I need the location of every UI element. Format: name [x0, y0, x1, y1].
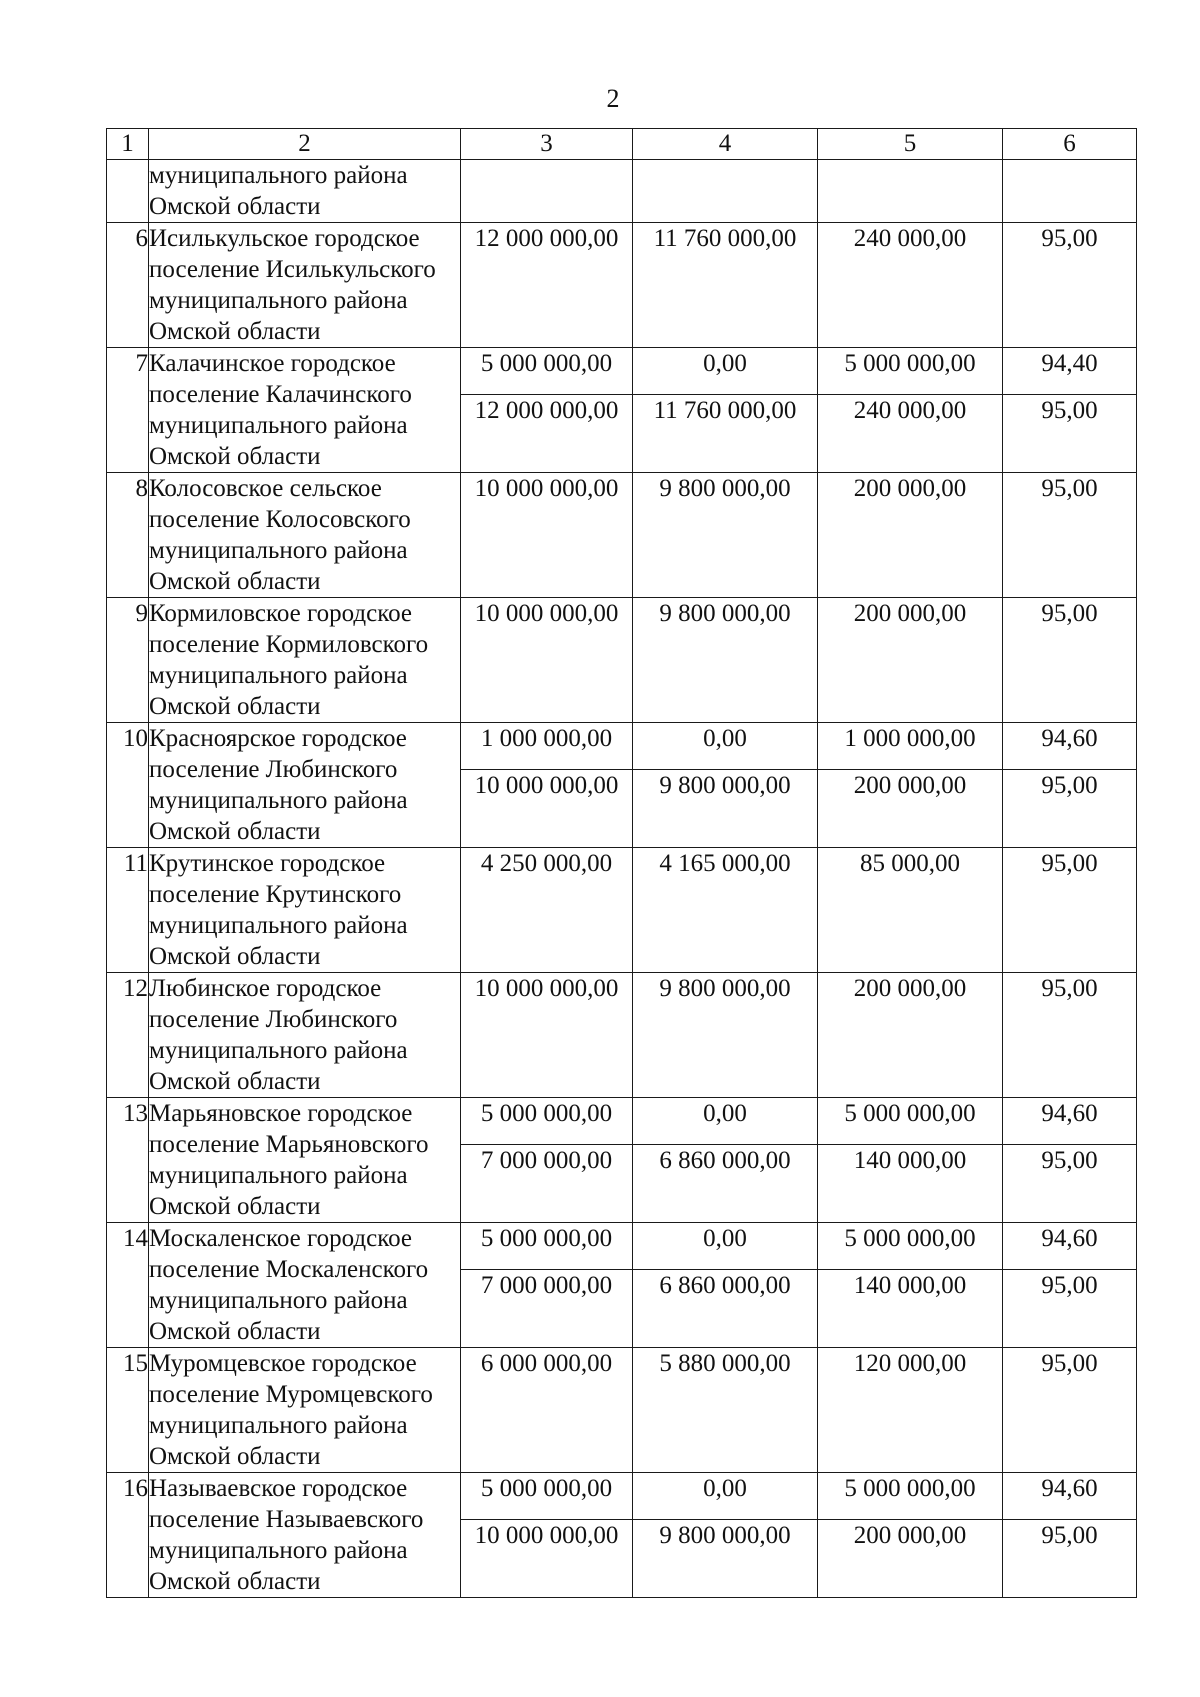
municipality-name-cell: Крутинское городское поселение Крутинского муниципального района Омской области — [149, 848, 461, 973]
value-cell: 11 760 000,00 — [633, 223, 818, 348]
municipality-name-cell: Калачинское городское поселение Калачинского муниципального района Омской области — [149, 348, 461, 473]
row-number-cell: 9 — [107, 598, 149, 723]
table-row — [107, 973, 1137, 1098]
value-cell: 94,60 — [1003, 723, 1137, 770]
table-row — [107, 473, 1137, 598]
row-number-cell: 8 — [107, 473, 149, 598]
value-cell: 9 800 000,00 — [633, 1519, 818, 1597]
municipality-name-cell: муниципального района Омской области — [149, 160, 461, 223]
value-cell: 0,00 — [633, 1473, 818, 1520]
value-cell: 95,00 — [1003, 769, 1137, 847]
table-row — [107, 1473, 1137, 1520]
value-cell: 5 000 000,00 — [461, 348, 633, 395]
value-cell: 95,00 — [1003, 1144, 1137, 1222]
table-row — [107, 723, 1137, 770]
value-cell: 140 000,00 — [818, 1269, 1003, 1347]
value-cell — [1003, 160, 1137, 223]
value-cell: 12 000 000,00 — [461, 223, 633, 348]
column-header: 5 — [818, 129, 1003, 160]
value-cell: 4 165 000,00 — [633, 848, 818, 973]
value-cell: 94,60 — [1003, 1223, 1137, 1270]
municipality-name-cell: Исилькульское городское поселение Исилькульского муниципального района Омской области — [149, 223, 461, 348]
value-cell: 95,00 — [1003, 1269, 1137, 1347]
column-header: 6 — [1003, 129, 1137, 160]
value-cell: 5 000 000,00 — [818, 1473, 1003, 1520]
value-cell: 95,00 — [1003, 1348, 1137, 1473]
column-header: 4 — [633, 129, 818, 160]
value-cell: 95,00 — [1003, 1519, 1137, 1597]
value-cell: 10 000 000,00 — [461, 598, 633, 723]
row-number-cell — [107, 160, 149, 223]
value-cell: 0,00 — [633, 1223, 818, 1270]
value-cell: 95,00 — [1003, 848, 1137, 973]
header-row — [107, 129, 1137, 160]
value-cell: 10 000 000,00 — [461, 473, 633, 598]
municipality-name-cell: Москаленское городское поселение Москаленского муниципального района Омской области — [149, 1223, 461, 1348]
column-header: 3 — [461, 129, 633, 160]
value-cell — [461, 160, 633, 223]
value-cell: 1 000 000,00 — [461, 723, 633, 770]
value-cell: 0,00 — [633, 1098, 818, 1145]
column-header: 2 — [149, 129, 461, 160]
row-number-cell: 15 — [107, 1348, 149, 1473]
page-number: 2 — [606, 84, 620, 113]
row-number-cell: 16 — [107, 1473, 149, 1598]
value-cell: 12 000 000,00 — [461, 394, 633, 472]
table-row — [107, 1098, 1137, 1145]
value-cell: 5 000 000,00 — [461, 1473, 633, 1520]
municipality-name-cell: Кормиловское городское поселение Кормиловского муниципального района Омской области — [149, 598, 461, 723]
table-row — [107, 160, 1137, 223]
value-cell: 6 860 000,00 — [633, 1269, 818, 1347]
value-cell: 10 000 000,00 — [461, 973, 633, 1098]
table-row — [107, 848, 1137, 973]
value-cell: 1 000 000,00 — [818, 723, 1003, 770]
row-number-cell: 12 — [107, 973, 149, 1098]
value-cell: 94,60 — [1003, 1098, 1137, 1145]
value-cell: 5 000 000,00 — [818, 1098, 1003, 1145]
value-cell: 5 880 000,00 — [633, 1348, 818, 1473]
value-cell: 4 250 000,00 — [461, 848, 633, 973]
value-cell: 6 000 000,00 — [461, 1348, 633, 1473]
value-cell: 5 000 000,00 — [818, 1223, 1003, 1270]
value-cell: 9 800 000,00 — [633, 769, 818, 847]
value-cell: 7 000 000,00 — [461, 1269, 633, 1347]
column-header: 1 — [107, 129, 149, 160]
table-row — [107, 223, 1137, 348]
value-cell: 94,40 — [1003, 348, 1137, 395]
row-number-cell: 10 — [107, 723, 149, 848]
table-body — [107, 129, 1137, 1598]
value-cell: 200 000,00 — [818, 769, 1003, 847]
value-cell: 0,00 — [633, 348, 818, 395]
row-number-cell: 7 — [107, 348, 149, 473]
value-cell: 0,00 — [633, 723, 818, 770]
value-cell: 5 000 000,00 — [461, 1098, 633, 1145]
row-number-cell: 14 — [107, 1223, 149, 1348]
value-cell: 7 000 000,00 — [461, 1144, 633, 1222]
value-cell: 9 800 000,00 — [633, 473, 818, 598]
value-cell: 5 000 000,00 — [461, 1223, 633, 1270]
value-cell: 5 000 000,00 — [818, 348, 1003, 395]
municipality-name-cell: Красноярское городское поселение Любинского муниципального района Омской области — [149, 723, 461, 848]
value-cell: 200 000,00 — [818, 473, 1003, 598]
value-cell: 120 000,00 — [818, 1348, 1003, 1473]
table-row — [107, 1348, 1137, 1473]
value-cell: 9 800 000,00 — [633, 598, 818, 723]
municipality-name-cell: Называевское городское поселение Называевского муниципального района Омской области — [149, 1473, 461, 1598]
value-cell: 200 000,00 — [818, 598, 1003, 723]
value-cell: 240 000,00 — [818, 394, 1003, 472]
table-row — [107, 348, 1137, 395]
value-cell: 200 000,00 — [818, 1519, 1003, 1597]
value-cell: 140 000,00 — [818, 1144, 1003, 1222]
municipality-name-cell: Колосовское сельское поселение Колосовского муниципального района Омской области — [149, 473, 461, 598]
value-cell: 240 000,00 — [818, 223, 1003, 348]
value-cell: 10 000 000,00 — [461, 1519, 633, 1597]
value-cell — [818, 160, 1003, 223]
value-cell: 95,00 — [1003, 598, 1137, 723]
table-row — [107, 1223, 1137, 1270]
value-cell: 94,60 — [1003, 1473, 1137, 1520]
municipality-name-cell: Марьяновское городское поселение Марьяновского муниципального района Омской области — [149, 1098, 461, 1223]
value-cell: 95,00 — [1003, 473, 1137, 598]
value-cell: 11 760 000,00 — [633, 394, 818, 472]
table-row — [107, 598, 1137, 723]
value-cell: 200 000,00 — [818, 973, 1003, 1098]
value-cell: 9 800 000,00 — [633, 973, 818, 1098]
subsidy-table — [106, 128, 1137, 1598]
row-number-cell: 6 — [107, 223, 149, 348]
value-cell: 10 000 000,00 — [461, 769, 633, 847]
municipality-name-cell: Любинское городское поселение Любинского муниципального района Омской области — [149, 973, 461, 1098]
row-number-cell: 11 — [107, 848, 149, 973]
value-cell: 95,00 — [1003, 394, 1137, 472]
value-cell — [633, 160, 818, 223]
row-number-cell: 13 — [107, 1098, 149, 1223]
value-cell: 6 860 000,00 — [633, 1144, 818, 1222]
municipality-name-cell: Муромцевское городское поселение Муромцевского муниципального района Омской области — [149, 1348, 461, 1473]
value-cell: 95,00 — [1003, 223, 1137, 348]
value-cell: 95,00 — [1003, 973, 1137, 1098]
value-cell: 85 000,00 — [818, 848, 1003, 973]
